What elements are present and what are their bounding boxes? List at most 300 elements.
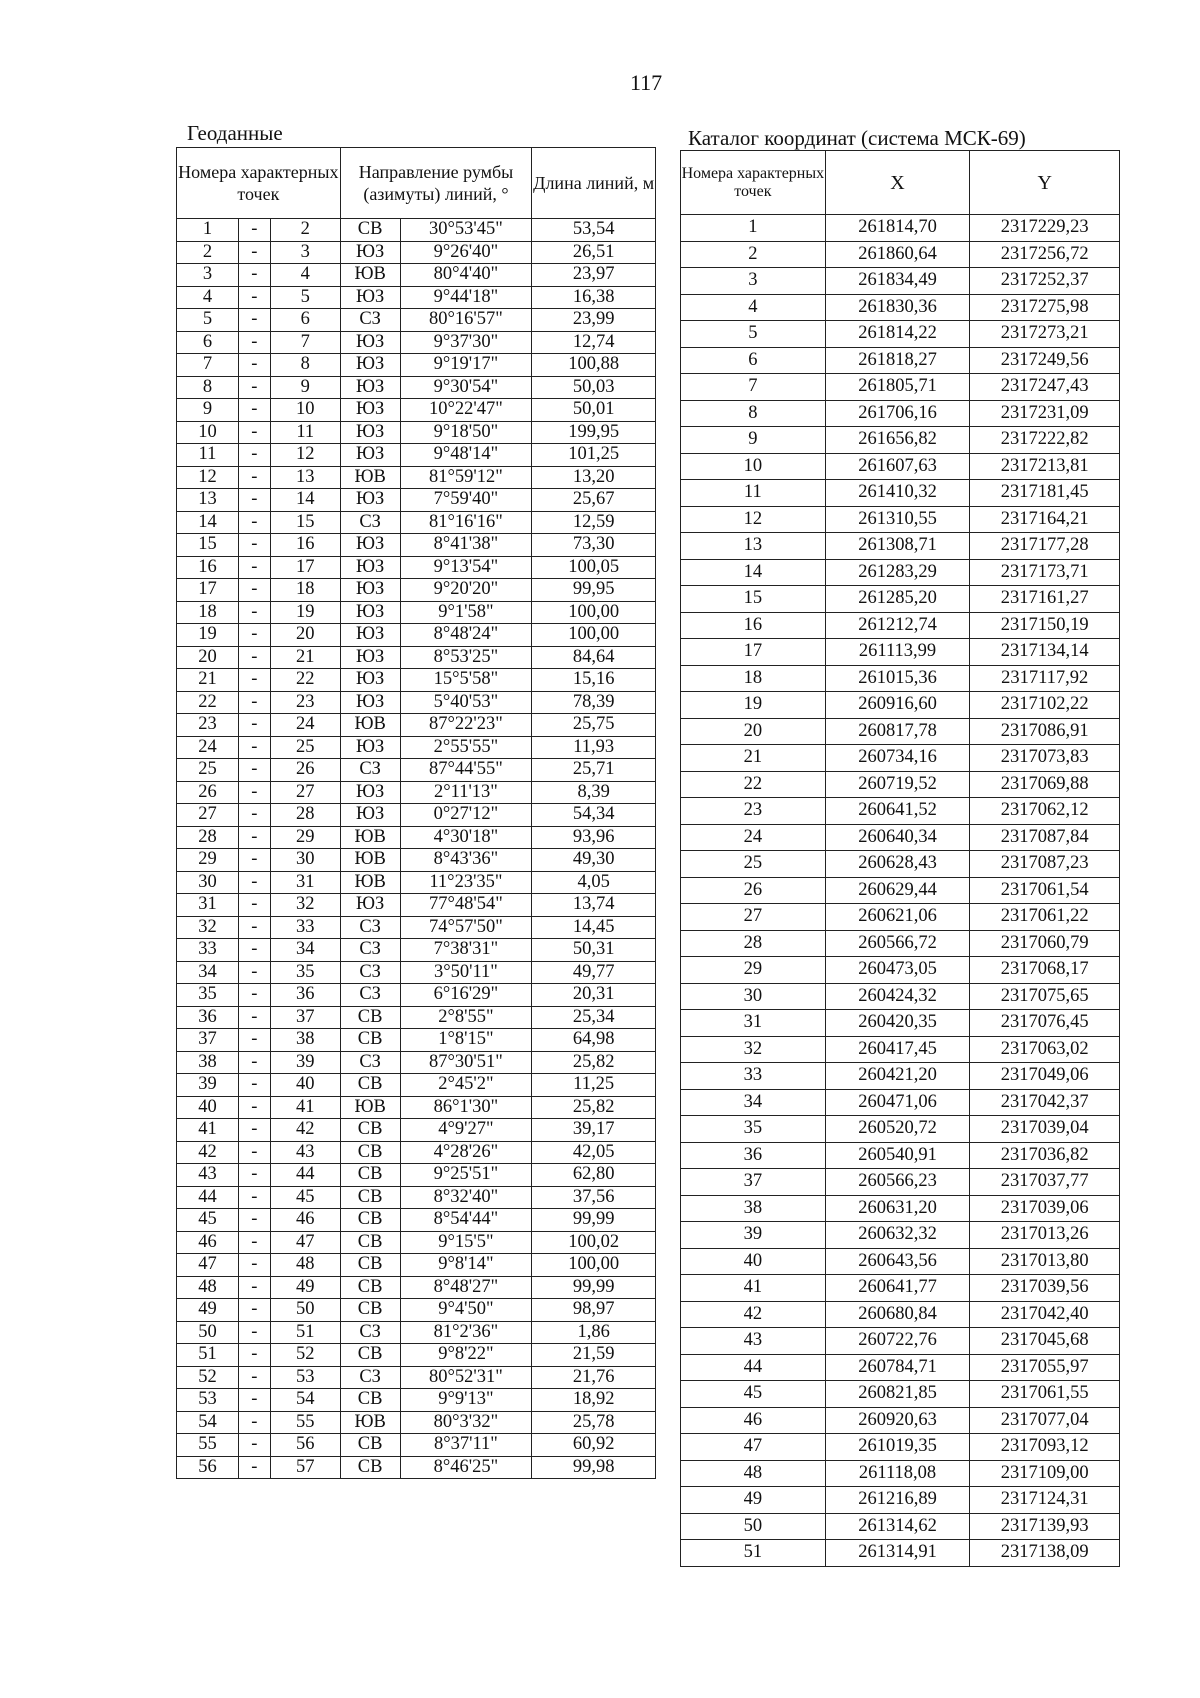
from-point-cell: 11 [177, 444, 239, 467]
x-coordinate-cell: 261834,49 [825, 268, 970, 295]
x-coordinate-cell: 261113,99 [825, 639, 970, 666]
dash-cell: - [238, 1141, 270, 1164]
from-point-cell: 27 [177, 804, 239, 827]
x-coordinate-cell: 260471,06 [825, 1089, 970, 1116]
to-point-cell: 15 [270, 511, 340, 534]
rumb-cell: ЮЗ [340, 646, 400, 669]
y-coordinate-cell: 2317164,21 [970, 506, 1120, 533]
x-coordinate-cell: 261285,20 [825, 586, 970, 613]
y-coordinate-cell: 2317075,65 [970, 983, 1120, 1010]
y-coordinate-cell: 2317231,09 [970, 400, 1120, 427]
to-point-cell: 20 [270, 624, 340, 647]
table-row [177, 714, 656, 737]
point-number-cell: 27 [681, 904, 826, 931]
from-point-cell: 26 [177, 781, 239, 804]
y-coordinate-cell: 2317045,68 [970, 1328, 1120, 1355]
length-cell: 100,00 [532, 601, 656, 624]
from-point-cell: 22 [177, 691, 239, 714]
length-cell: 21,59 [532, 1344, 656, 1367]
to-point-cell: 4 [270, 264, 340, 287]
to-point-cell: 57 [270, 1456, 340, 1479]
azimuth-cell: 9°9'13" [400, 1389, 532, 1412]
table-row [681, 1195, 1120, 1222]
rumb-cell: ЮЗ [340, 736, 400, 759]
table-row [177, 961, 656, 984]
to-point-cell: 22 [270, 669, 340, 692]
y-coordinate-cell: 2317249,56 [970, 347, 1120, 374]
table-row [177, 444, 656, 467]
from-point-cell: 48 [177, 1276, 239, 1299]
y-coordinate-cell: 2317138,09 [970, 1540, 1120, 1567]
from-point-cell: 33 [177, 939, 239, 962]
rumb-cell: ЮЗ [340, 624, 400, 647]
dash-cell: - [238, 646, 270, 669]
from-point-cell: 56 [177, 1456, 239, 1479]
x-coordinate-cell: 261818,27 [825, 347, 970, 374]
to-point-cell: 18 [270, 579, 340, 602]
from-point-cell: 23 [177, 714, 239, 737]
table-row [177, 1344, 656, 1367]
x-coordinate-cell: 260916,60 [825, 692, 970, 719]
y-coordinate-cell: 2317039,04 [970, 1116, 1120, 1143]
azimuth-cell: 15°5'58" [400, 669, 532, 692]
table-row [177, 286, 656, 309]
point-number-cell: 29 [681, 957, 826, 984]
azimuth-cell: 80°3'32" [400, 1411, 532, 1434]
to-point-cell: 48 [270, 1254, 340, 1277]
point-number-cell: 45 [681, 1381, 826, 1408]
dash-cell: - [238, 1186, 270, 1209]
from-point-cell: 51 [177, 1344, 239, 1367]
rumb-cell: ЮЗ [340, 556, 400, 579]
dash-cell: - [238, 1119, 270, 1142]
geodata-title: Геоданные [187, 121, 283, 145]
table-row [681, 771, 1120, 798]
dash-cell: - [238, 1029, 270, 1052]
from-point-cell: 1 [177, 219, 239, 242]
catalog-body [681, 215, 1120, 1567]
x-coordinate-cell: 260420,35 [825, 1010, 970, 1037]
y-coordinate-cell: 2317173,71 [970, 559, 1120, 586]
point-number-cell: 30 [681, 983, 826, 1010]
from-point-cell: 43 [177, 1164, 239, 1187]
azimuth-cell: 7°38'31" [400, 939, 532, 962]
x-coordinate-cell: 260631,20 [825, 1195, 970, 1222]
table-row [681, 639, 1120, 666]
table-row [177, 939, 656, 962]
table-row [681, 1248, 1120, 1275]
point-number-cell: 49 [681, 1487, 826, 1514]
point-number-cell: 19 [681, 692, 826, 719]
from-point-cell: 29 [177, 849, 239, 872]
point-number-cell: 9 [681, 427, 826, 454]
dash-cell: - [238, 894, 270, 917]
table-row [681, 1354, 1120, 1381]
point-number-cell: 6 [681, 347, 826, 374]
x-coordinate-cell: 261814,70 [825, 215, 970, 242]
to-point-cell: 23 [270, 691, 340, 714]
point-number-cell: 41 [681, 1275, 826, 1302]
from-point-cell: 54 [177, 1411, 239, 1434]
table-row [681, 1010, 1120, 1037]
table-row [177, 804, 656, 827]
table-row [177, 579, 656, 602]
point-number-cell: 20 [681, 718, 826, 745]
dash-cell: - [238, 984, 270, 1007]
rumb-cell: СЗ [340, 759, 400, 782]
dash-cell: - [238, 286, 270, 309]
dash-cell: - [238, 331, 270, 354]
point-number-cell: 13 [681, 533, 826, 560]
from-point-cell: 30 [177, 871, 239, 894]
table-row [177, 916, 656, 939]
table-row [681, 1513, 1120, 1540]
point-number-cell: 50 [681, 1513, 826, 1540]
length-cell: 14,45 [532, 916, 656, 939]
y-coordinate-cell: 2317134,14 [970, 639, 1120, 666]
point-number-cell: 44 [681, 1354, 826, 1381]
from-point-cell: 45 [177, 1209, 239, 1232]
to-point-cell: 34 [270, 939, 340, 962]
table-row [681, 586, 1120, 613]
catalog-header-x: X [825, 151, 970, 215]
to-point-cell: 13 [270, 466, 340, 489]
from-point-cell: 41 [177, 1119, 239, 1142]
dash-cell: - [238, 601, 270, 624]
to-point-cell: 33 [270, 916, 340, 939]
table-row [681, 1381, 1120, 1408]
y-coordinate-cell: 2317076,45 [970, 1010, 1120, 1037]
x-coordinate-cell: 260920,63 [825, 1407, 970, 1434]
rumb-cell: ЮЗ [340, 601, 400, 624]
y-coordinate-cell: 2317042,40 [970, 1301, 1120, 1328]
geodata-header-direction: Направление румбы (азимуты) линий, ° [340, 148, 532, 219]
rumb-cell: СВ [340, 1434, 400, 1457]
point-number-cell: 12 [681, 506, 826, 533]
point-number-cell: 37 [681, 1169, 826, 1196]
dash-cell: - [238, 1411, 270, 1434]
rumb-cell: ЮЗ [340, 331, 400, 354]
table-row [681, 904, 1120, 931]
x-coordinate-cell: 260540,91 [825, 1142, 970, 1169]
to-point-cell: 31 [270, 871, 340, 894]
table-row [681, 374, 1120, 401]
table-row [177, 1321, 656, 1344]
length-cell: 49,77 [532, 961, 656, 984]
y-coordinate-cell: 2317229,23 [970, 215, 1120, 242]
length-cell: 100,00 [532, 624, 656, 647]
length-cell: 84,64 [532, 646, 656, 669]
table-row [681, 1301, 1120, 1328]
table-row [681, 1328, 1120, 1355]
to-point-cell: 27 [270, 781, 340, 804]
table-row [681, 1487, 1120, 1514]
to-point-cell: 37 [270, 1006, 340, 1029]
length-cell: 18,92 [532, 1389, 656, 1412]
table-row [681, 1434, 1120, 1461]
from-point-cell: 7 [177, 354, 239, 377]
to-point-cell: 11 [270, 421, 340, 444]
table-row [681, 1063, 1120, 1090]
dash-cell: - [238, 556, 270, 579]
azimuth-cell: 9°13'54" [400, 556, 532, 579]
dash-cell: - [238, 1456, 270, 1479]
from-point-cell: 24 [177, 736, 239, 759]
length-cell: 1,86 [532, 1321, 656, 1344]
length-cell: 99,95 [532, 579, 656, 602]
to-point-cell: 3 [270, 241, 340, 264]
y-coordinate-cell: 2317055,97 [970, 1354, 1120, 1381]
from-point-cell: 53 [177, 1389, 239, 1412]
table-row [177, 601, 656, 624]
azimuth-cell: 30°53'45" [400, 219, 532, 242]
rumb-cell: ЮВ [340, 849, 400, 872]
dash-cell: - [238, 219, 270, 242]
azimuth-cell: 9°20'20" [400, 579, 532, 602]
rumb-cell: СВ [340, 219, 400, 242]
rumb-cell: СВ [340, 1006, 400, 1029]
rumb-cell: СВ [340, 1186, 400, 1209]
from-point-cell: 13 [177, 489, 239, 512]
dash-cell: - [238, 624, 270, 647]
table-row [681, 427, 1120, 454]
azimuth-cell: 2°55'55" [400, 736, 532, 759]
rumb-cell: ЮЗ [340, 444, 400, 467]
length-cell: 100,00 [532, 1254, 656, 1277]
table-row [681, 1036, 1120, 1063]
x-coordinate-cell: 261314,62 [825, 1513, 970, 1540]
table-row [681, 400, 1120, 427]
rumb-cell: ЮВ [340, 264, 400, 287]
table-row [177, 1231, 656, 1254]
point-number-cell: 7 [681, 374, 826, 401]
y-coordinate-cell: 2317061,54 [970, 877, 1120, 904]
y-coordinate-cell: 2317093,12 [970, 1434, 1120, 1461]
to-point-cell: 56 [270, 1434, 340, 1457]
point-number-cell: 51 [681, 1540, 826, 1567]
table-row [177, 624, 656, 647]
length-cell: 42,05 [532, 1141, 656, 1164]
catalog-header-row [681, 151, 1120, 215]
length-cell: 39,17 [532, 1119, 656, 1142]
table-row [681, 1089, 1120, 1116]
from-point-cell: 16 [177, 556, 239, 579]
length-cell: 99,98 [532, 1456, 656, 1479]
from-point-cell: 32 [177, 916, 239, 939]
y-coordinate-cell: 2317177,28 [970, 533, 1120, 560]
azimuth-cell: 3°50'11" [400, 961, 532, 984]
rumb-cell: ЮЗ [340, 286, 400, 309]
rumb-cell: ЮЗ [340, 804, 400, 827]
length-cell: 25,78 [532, 1411, 656, 1434]
table-row [681, 215, 1120, 242]
table-row [177, 1164, 656, 1187]
x-coordinate-cell: 260621,06 [825, 904, 970, 931]
dash-cell: - [238, 1254, 270, 1277]
table-row [177, 1299, 656, 1322]
azimuth-cell: 9°15'5" [400, 1231, 532, 1254]
rumb-cell: ЮЗ [340, 579, 400, 602]
length-cell: 100,05 [532, 556, 656, 579]
x-coordinate-cell: 260520,72 [825, 1116, 970, 1143]
rumb-cell: СЗ [340, 511, 400, 534]
table-row [177, 421, 656, 444]
table-row [681, 241, 1120, 268]
table-row [681, 321, 1120, 348]
table-row [681, 268, 1120, 295]
dash-cell: - [238, 579, 270, 602]
to-point-cell: 16 [270, 534, 340, 557]
point-number-cell: 32 [681, 1036, 826, 1063]
table-row [681, 851, 1120, 878]
y-coordinate-cell: 2317252,37 [970, 268, 1120, 295]
from-point-cell: 8 [177, 376, 239, 399]
y-coordinate-cell: 2317222,82 [970, 427, 1120, 454]
from-point-cell: 4 [177, 286, 239, 309]
x-coordinate-cell: 261814,22 [825, 321, 970, 348]
length-cell: 23,99 [532, 309, 656, 332]
x-coordinate-cell: 260719,52 [825, 771, 970, 798]
azimuth-cell: 87°22'23" [400, 714, 532, 737]
dash-cell: - [238, 399, 270, 422]
table-row [177, 1029, 656, 1052]
table-row [177, 1276, 656, 1299]
rumb-cell: ЮЗ [340, 376, 400, 399]
x-coordinate-cell: 260817,78 [825, 718, 970, 745]
rumb-cell: ЮЗ [340, 354, 400, 377]
dash-cell: - [238, 1344, 270, 1367]
from-point-cell: 6 [177, 331, 239, 354]
x-coordinate-cell: 261860,64 [825, 241, 970, 268]
azimuth-cell: 8°53'25" [400, 646, 532, 669]
rumb-cell: ЮВ [340, 826, 400, 849]
azimuth-cell: 9°30'54" [400, 376, 532, 399]
azimuth-cell: 80°4'40" [400, 264, 532, 287]
table-row [177, 1096, 656, 1119]
rumb-cell: СВ [340, 1276, 400, 1299]
catalog-header-y: Y [970, 151, 1120, 215]
point-number-cell: 22 [681, 771, 826, 798]
length-cell: 11,93 [532, 736, 656, 759]
y-coordinate-cell: 2317060,79 [970, 930, 1120, 957]
rumb-cell: СЗ [340, 1321, 400, 1344]
y-coordinate-cell: 2317039,06 [970, 1195, 1120, 1222]
to-point-cell: 29 [270, 826, 340, 849]
y-coordinate-cell: 2317013,80 [970, 1248, 1120, 1275]
table-row [177, 1209, 656, 1232]
from-point-cell: 12 [177, 466, 239, 489]
table-row [681, 1222, 1120, 1249]
geodata-body [177, 219, 656, 1479]
x-coordinate-cell: 260629,44 [825, 877, 970, 904]
x-coordinate-cell: 260641,77 [825, 1275, 970, 1302]
dash-cell: - [238, 1096, 270, 1119]
to-point-cell: 51 [270, 1321, 340, 1344]
from-point-cell: 9 [177, 399, 239, 422]
table-row [681, 294, 1120, 321]
table-row [177, 826, 656, 849]
x-coordinate-cell: 261015,36 [825, 665, 970, 692]
page-number: 117 [630, 70, 663, 95]
azimuth-cell: 2°11'13" [400, 781, 532, 804]
azimuth-cell: 87°30'51" [400, 1051, 532, 1074]
rumb-cell: СВ [340, 1299, 400, 1322]
dash-cell: - [238, 354, 270, 377]
azimuth-cell: 77°48'54" [400, 894, 532, 917]
table-row [177, 219, 656, 242]
length-cell: 26,51 [532, 241, 656, 264]
rumb-cell: СВ [340, 1231, 400, 1254]
to-point-cell: 25 [270, 736, 340, 759]
length-cell: 50,31 [532, 939, 656, 962]
from-point-cell: 34 [177, 961, 239, 984]
table-row [177, 1434, 656, 1457]
to-point-cell: 41 [270, 1096, 340, 1119]
point-number-cell: 16 [681, 612, 826, 639]
table-row [681, 1116, 1120, 1143]
x-coordinate-cell: 261706,16 [825, 400, 970, 427]
x-coordinate-cell: 260722,76 [825, 1328, 970, 1355]
rumb-cell: ЮЗ [340, 894, 400, 917]
azimuth-cell: 2°8'55" [400, 1006, 532, 1029]
dash-cell: - [238, 466, 270, 489]
dash-cell: - [238, 804, 270, 827]
point-number-cell: 26 [681, 877, 826, 904]
point-number-cell: 46 [681, 1407, 826, 1434]
length-cell: 4,05 [532, 871, 656, 894]
to-point-cell: 49 [270, 1276, 340, 1299]
from-point-cell: 2 [177, 241, 239, 264]
point-number-cell: 17 [681, 639, 826, 666]
azimuth-cell: 81°59'12" [400, 466, 532, 489]
length-cell: 100,02 [532, 1231, 656, 1254]
y-coordinate-cell: 2317109,00 [970, 1460, 1120, 1487]
from-point-cell: 55 [177, 1434, 239, 1457]
length-cell: 25,34 [532, 1006, 656, 1029]
table-row [681, 692, 1120, 719]
length-cell: 11,25 [532, 1074, 656, 1097]
rumb-cell: ЮЗ [340, 489, 400, 512]
dash-cell: - [238, 759, 270, 782]
y-coordinate-cell: 2317273,21 [970, 321, 1120, 348]
table-row [177, 1006, 656, 1029]
table-row [681, 957, 1120, 984]
dash-cell: - [238, 871, 270, 894]
dash-cell: - [238, 961, 270, 984]
to-point-cell: 32 [270, 894, 340, 917]
dash-cell: - [238, 939, 270, 962]
azimuth-cell: 8°43'36" [400, 849, 532, 872]
rumb-cell: СЗ [340, 984, 400, 1007]
table-row [681, 533, 1120, 560]
to-point-cell: 10 [270, 399, 340, 422]
to-point-cell: 40 [270, 1074, 340, 1097]
y-coordinate-cell: 2317275,98 [970, 294, 1120, 321]
length-cell: 199,95 [532, 421, 656, 444]
dash-cell: - [238, 1231, 270, 1254]
dash-cell: - [238, 489, 270, 512]
table-row [681, 798, 1120, 825]
from-point-cell: 10 [177, 421, 239, 444]
azimuth-cell: 8°37'11" [400, 1434, 532, 1457]
from-point-cell: 28 [177, 826, 239, 849]
dash-cell: - [238, 1074, 270, 1097]
x-coordinate-cell: 260821,85 [825, 1381, 970, 1408]
point-number-cell: 36 [681, 1142, 826, 1169]
y-coordinate-cell: 2317117,92 [970, 665, 1120, 692]
x-coordinate-cell: 261830,36 [825, 294, 970, 321]
from-point-cell: 17 [177, 579, 239, 602]
